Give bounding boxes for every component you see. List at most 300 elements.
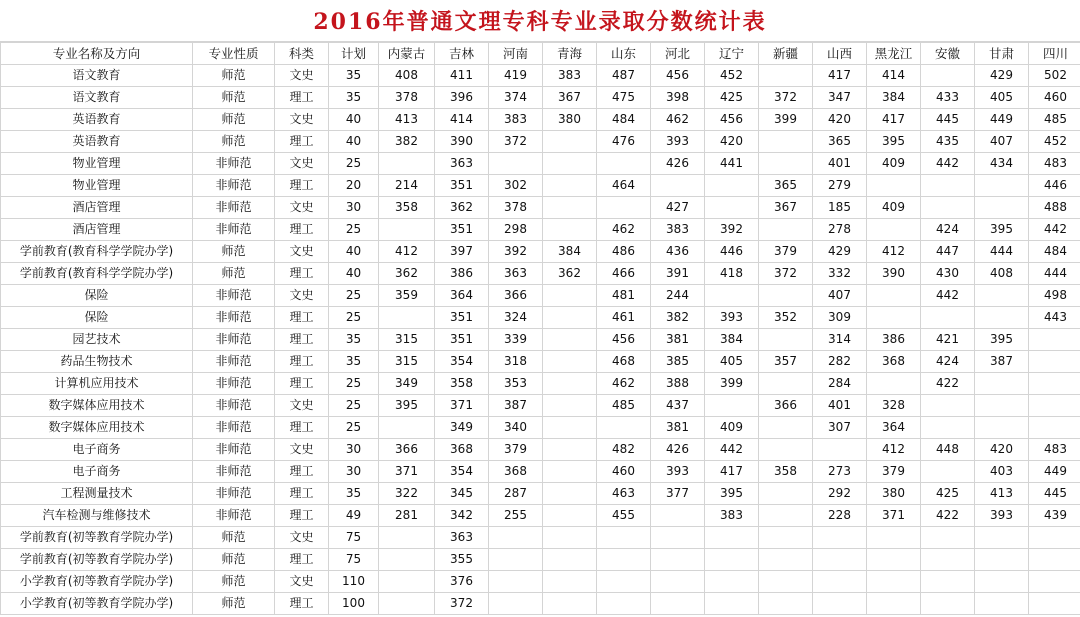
table-cell[interactable]: 413 (975, 483, 1029, 505)
table-cell[interactable] (975, 395, 1029, 417)
table-cell[interactable] (921, 527, 975, 549)
table-cell[interactable]: 418 (705, 263, 759, 285)
table-cell[interactable]: 理工 (275, 329, 329, 351)
table-cell[interactable]: 414 (435, 109, 489, 131)
table-cell[interactable] (1029, 571, 1080, 593)
table-cell[interactable]: 398 (651, 87, 705, 109)
table-cell[interactable]: 383 (705, 505, 759, 527)
column-header[interactable]: 专业名称及方向 (1, 43, 193, 65)
table-cell[interactable] (921, 461, 975, 483)
table-cell[interactable]: 文史 (275, 571, 329, 593)
table-cell[interactable] (379, 219, 435, 241)
table-cell[interactable]: 35 (329, 65, 379, 87)
table-cell[interactable]: 362 (379, 263, 435, 285)
table-cell[interactable]: 405 (975, 87, 1029, 109)
table-cell[interactable]: 426 (651, 439, 705, 461)
table-cell[interactable] (543, 593, 597, 615)
major-name-cell[interactable]: 园艺技术 (1, 329, 193, 351)
table-cell[interactable]: 307 (813, 417, 867, 439)
table-cell[interactable]: 445 (921, 109, 975, 131)
column-header[interactable]: 专业性质 (193, 43, 275, 65)
table-cell[interactable]: 非师范 (193, 373, 275, 395)
major-name-cell[interactable]: 学前教育(教育科学学院办学) (1, 263, 193, 285)
table-cell[interactable]: 理工 (275, 593, 329, 615)
table-cell[interactable] (867, 571, 921, 593)
table-cell[interactable]: 414 (867, 65, 921, 87)
table-cell[interactable] (543, 395, 597, 417)
table-cell[interactable]: 师范 (193, 65, 275, 87)
table-cell[interactable]: 439 (1029, 505, 1080, 527)
table-cell[interactable]: 381 (651, 417, 705, 439)
table-cell[interactable]: 287 (489, 483, 543, 505)
table-cell[interactable]: 师范 (193, 109, 275, 131)
table-cell[interactable]: 非师范 (193, 175, 275, 197)
table-cell[interactable]: 417 (705, 461, 759, 483)
table-cell[interactable]: 20 (329, 175, 379, 197)
table-cell[interactable]: 419 (489, 65, 543, 87)
table-cell[interactable]: 279 (813, 175, 867, 197)
table-cell[interactable] (651, 527, 705, 549)
table-cell[interactable]: 426 (651, 153, 705, 175)
table-cell[interactable] (597, 527, 651, 549)
table-cell[interactable]: 386 (435, 263, 489, 285)
table-cell[interactable]: 文史 (275, 395, 329, 417)
table-cell[interactable] (921, 197, 975, 219)
table-cell[interactable]: 理工 (275, 417, 329, 439)
table-cell[interactable]: 师范 (193, 549, 275, 571)
table-cell[interactable]: 392 (705, 219, 759, 241)
column-header[interactable]: 河北 (651, 43, 705, 65)
table-cell[interactable]: 379 (759, 241, 813, 263)
table-cell[interactable]: 487 (597, 65, 651, 87)
column-header[interactable]: 内蒙古 (379, 43, 435, 65)
table-cell[interactable]: 434 (975, 153, 1029, 175)
table-cell[interactable]: 425 (705, 87, 759, 109)
table-cell[interactable] (543, 527, 597, 549)
table-cell[interactable]: 417 (813, 65, 867, 87)
table-cell[interactable]: 314 (813, 329, 867, 351)
table-cell[interactable]: 364 (867, 417, 921, 439)
table-cell[interactable] (921, 549, 975, 571)
table-cell[interactable]: 362 (543, 263, 597, 285)
table-cell[interactable]: 363 (489, 263, 543, 285)
table-cell[interactable] (705, 571, 759, 593)
table-cell[interactable]: 281 (379, 505, 435, 527)
table-cell[interactable]: 理工 (275, 461, 329, 483)
table-cell[interactable]: 422 (921, 373, 975, 395)
table-cell[interactable] (543, 175, 597, 197)
table-cell[interactable]: 372 (759, 263, 813, 285)
table-cell[interactable]: 354 (435, 461, 489, 483)
table-cell[interactable] (489, 527, 543, 549)
table-cell[interactable]: 理工 (275, 307, 329, 329)
table-cell[interactable]: 师范 (193, 87, 275, 109)
table-cell[interactable]: 292 (813, 483, 867, 505)
table-cell[interactable] (705, 549, 759, 571)
table-cell[interactable]: 462 (651, 109, 705, 131)
table-cell[interactable]: 374 (489, 87, 543, 109)
table-cell[interactable]: 367 (759, 197, 813, 219)
table-cell[interactable]: 362 (435, 197, 489, 219)
table-cell[interactable]: 444 (975, 241, 1029, 263)
table-cell[interactable]: 理工 (275, 131, 329, 153)
table-cell[interactable] (867, 549, 921, 571)
table-cell[interactable]: 351 (435, 175, 489, 197)
table-cell[interactable] (813, 593, 867, 615)
table-cell[interactable]: 384 (867, 87, 921, 109)
table-cell[interactable]: 347 (813, 87, 867, 109)
table-cell[interactable]: 师范 (193, 241, 275, 263)
table-cell[interactable]: 355 (435, 549, 489, 571)
table-cell[interactable]: 468 (597, 351, 651, 373)
table-cell[interactable] (975, 571, 1029, 593)
table-cell[interactable] (759, 417, 813, 439)
table-cell[interactable]: 30 (329, 439, 379, 461)
table-cell[interactable]: 445 (1029, 483, 1080, 505)
table-cell[interactable]: 395 (975, 219, 1029, 241)
table-cell[interactable] (651, 571, 705, 593)
table-cell[interactable]: 25 (329, 395, 379, 417)
major-name-cell[interactable]: 学前教育(初等教育学院办学) (1, 527, 193, 549)
table-cell[interactable] (975, 197, 1029, 219)
major-name-cell[interactable]: 计算机应用技术 (1, 373, 193, 395)
table-cell[interactable]: 35 (329, 87, 379, 109)
table-cell[interactable] (867, 219, 921, 241)
table-cell[interactable] (975, 593, 1029, 615)
table-cell[interactable]: 302 (489, 175, 543, 197)
table-cell[interactable]: 师范 (193, 527, 275, 549)
table-cell[interactable] (543, 417, 597, 439)
table-cell[interactable]: 244 (651, 285, 705, 307)
table-cell[interactable]: 文史 (275, 65, 329, 87)
table-cell[interactable]: 理工 (275, 175, 329, 197)
table-cell[interactable] (921, 593, 975, 615)
major-name-cell[interactable]: 物业管理 (1, 175, 193, 197)
table-cell[interactable]: 449 (1029, 461, 1080, 483)
table-cell[interactable]: 35 (329, 351, 379, 373)
table-cell[interactable]: 392 (489, 241, 543, 263)
table-cell[interactable]: 278 (813, 219, 867, 241)
table-cell[interactable]: 35 (329, 329, 379, 351)
column-header[interactable]: 科类 (275, 43, 329, 65)
table-cell[interactable]: 427 (651, 197, 705, 219)
table-cell[interactable]: 非师范 (193, 461, 275, 483)
table-cell[interactable] (379, 153, 435, 175)
table-cell[interactable]: 25 (329, 307, 379, 329)
table-cell[interactable] (543, 439, 597, 461)
table-cell[interactable] (759, 219, 813, 241)
major-name-cell[interactable]: 学前教育(初等教育学院办学) (1, 549, 193, 571)
table-cell[interactable]: 非师范 (193, 285, 275, 307)
table-cell[interactable] (921, 307, 975, 329)
table-cell[interactable]: 397 (435, 241, 489, 263)
table-cell[interactable]: 理工 (275, 351, 329, 373)
table-cell[interactable]: 388 (651, 373, 705, 395)
major-name-cell[interactable]: 小学教育(初等教育学院办学) (1, 593, 193, 615)
table-cell[interactable]: 351 (435, 219, 489, 241)
table-cell[interactable]: 师范 (193, 571, 275, 593)
table-cell[interactable] (543, 373, 597, 395)
table-cell[interactable] (813, 439, 867, 461)
table-cell[interactable]: 366 (759, 395, 813, 417)
table-cell[interactable] (379, 527, 435, 549)
table-cell[interactable]: 460 (1029, 87, 1080, 109)
table-cell[interactable]: 282 (813, 351, 867, 373)
table-cell[interactable]: 484 (597, 109, 651, 131)
table-cell[interactable]: 非师范 (193, 439, 275, 461)
table-cell[interactable]: 395 (975, 329, 1029, 351)
table-cell[interactable] (379, 417, 435, 439)
table-cell[interactable]: 非师范 (193, 307, 275, 329)
major-name-cell[interactable]: 电子商务 (1, 461, 193, 483)
table-cell[interactable]: 424 (921, 351, 975, 373)
table-cell[interactable]: 452 (705, 65, 759, 87)
table-cell[interactable] (1029, 593, 1080, 615)
table-cell[interactable]: 420 (813, 109, 867, 131)
table-cell[interactable]: 273 (813, 461, 867, 483)
column-header[interactable]: 甘肃 (975, 43, 1029, 65)
table-cell[interactable]: 462 (597, 219, 651, 241)
table-cell[interactable]: 488 (1029, 197, 1080, 219)
table-cell[interactable]: 368 (435, 439, 489, 461)
table-cell[interactable]: 385 (651, 351, 705, 373)
table-cell[interactable] (975, 285, 1029, 307)
table-cell[interactable] (543, 219, 597, 241)
table-cell[interactable]: 25 (329, 153, 379, 175)
table-cell[interactable]: 师范 (193, 593, 275, 615)
table-cell[interactable] (975, 417, 1029, 439)
table-cell[interactable]: 393 (975, 505, 1029, 527)
table-cell[interactable] (759, 549, 813, 571)
major-name-cell[interactable]: 电子商务 (1, 439, 193, 461)
table-cell[interactable]: 395 (867, 131, 921, 153)
table-cell[interactable] (651, 593, 705, 615)
table-cell[interactable]: 228 (813, 505, 867, 527)
table-cell[interactable]: 339 (489, 329, 543, 351)
table-cell[interactable]: 393 (651, 131, 705, 153)
table-cell[interactable]: 383 (651, 219, 705, 241)
table-cell[interactable]: 456 (597, 329, 651, 351)
table-cell[interactable]: 420 (705, 131, 759, 153)
table-cell[interactable]: 384 (705, 329, 759, 351)
table-cell[interactable]: 476 (597, 131, 651, 153)
table-cell[interactable] (489, 593, 543, 615)
table-cell[interactable] (921, 395, 975, 417)
table-cell[interactable]: 365 (759, 175, 813, 197)
table-cell[interactable]: 309 (813, 307, 867, 329)
table-cell[interactable]: 485 (1029, 109, 1080, 131)
table-cell[interactable] (759, 593, 813, 615)
table-cell[interactable]: 359 (379, 285, 435, 307)
table-cell[interactable]: 442 (1029, 219, 1080, 241)
table-cell[interactable] (379, 307, 435, 329)
table-cell[interactable] (1029, 549, 1080, 571)
table-cell[interactable]: 315 (379, 329, 435, 351)
table-cell[interactable]: 377 (651, 483, 705, 505)
table-cell[interactable]: 文史 (275, 439, 329, 461)
table-cell[interactable]: 35 (329, 483, 379, 505)
table-cell[interactable]: 412 (867, 439, 921, 461)
table-cell[interactable]: 328 (867, 395, 921, 417)
table-cell[interactable]: 462 (597, 373, 651, 395)
table-cell[interactable] (921, 175, 975, 197)
table-cell[interactable]: 441 (705, 153, 759, 175)
table-cell[interactable]: 100 (329, 593, 379, 615)
table-cell[interactable] (705, 175, 759, 197)
table-cell[interactable] (597, 593, 651, 615)
major-name-cell[interactable]: 保险 (1, 285, 193, 307)
table-cell[interactable]: 文史 (275, 109, 329, 131)
table-cell[interactable]: 298 (489, 219, 543, 241)
major-name-cell[interactable]: 语文教育 (1, 65, 193, 87)
table-cell[interactable]: 非师范 (193, 351, 275, 373)
table-cell[interactable]: 368 (489, 461, 543, 483)
table-cell[interactable] (867, 285, 921, 307)
column-header[interactable]: 黑龙江 (867, 43, 921, 65)
table-cell[interactable]: 理工 (275, 483, 329, 505)
table-cell[interactable]: 408 (975, 263, 1029, 285)
table-cell[interactable]: 380 (543, 109, 597, 131)
table-cell[interactable]: 非师范 (193, 395, 275, 417)
table-cell[interactable]: 411 (435, 65, 489, 87)
table-cell[interactable]: 40 (329, 263, 379, 285)
table-cell[interactable]: 322 (379, 483, 435, 505)
table-cell[interactable] (867, 175, 921, 197)
table-cell[interactable] (543, 461, 597, 483)
table-cell[interactable]: 399 (705, 373, 759, 395)
table-cell[interactable]: 393 (651, 461, 705, 483)
table-cell[interactable]: 40 (329, 109, 379, 131)
table-cell[interactable]: 449 (975, 109, 1029, 131)
table-cell[interactable]: 483 (1029, 439, 1080, 461)
major-name-cell[interactable]: 英语教育 (1, 131, 193, 153)
table-cell[interactable]: 379 (489, 439, 543, 461)
table-cell[interactable]: 422 (921, 505, 975, 527)
table-cell[interactable] (867, 527, 921, 549)
table-cell[interactable]: 25 (329, 219, 379, 241)
table-cell[interactable]: 40 (329, 131, 379, 153)
table-cell[interactable]: 364 (435, 285, 489, 307)
table-cell[interactable]: 非师范 (193, 219, 275, 241)
table-cell[interactable]: 420 (975, 439, 1029, 461)
table-cell[interactable]: 357 (759, 351, 813, 373)
table-cell[interactable]: 396 (435, 87, 489, 109)
table-cell[interactable]: 367 (543, 87, 597, 109)
major-name-cell[interactable]: 物业管理 (1, 153, 193, 175)
table-cell[interactable]: 366 (489, 285, 543, 307)
table-cell[interactable]: 444 (1029, 263, 1080, 285)
table-cell[interactable]: 463 (597, 483, 651, 505)
table-cell[interactable]: 466 (597, 263, 651, 285)
table-cell[interactable]: 407 (813, 285, 867, 307)
table-cell[interactable]: 342 (435, 505, 489, 527)
table-cell[interactable]: 358 (759, 461, 813, 483)
table-cell[interactable]: 380 (867, 483, 921, 505)
table-cell[interactable] (1029, 329, 1080, 351)
table-cell[interactable]: 师范 (193, 263, 275, 285)
table-cell[interactable]: 255 (489, 505, 543, 527)
table-cell[interactable]: 358 (435, 373, 489, 395)
table-cell[interactable]: 理工 (275, 505, 329, 527)
table-cell[interactable] (543, 285, 597, 307)
table-cell[interactable]: 395 (379, 395, 435, 417)
table-cell[interactable] (705, 197, 759, 219)
table-cell[interactable]: 363 (435, 527, 489, 549)
table-cell[interactable] (543, 307, 597, 329)
table-cell[interactable] (975, 373, 1029, 395)
major-name-cell[interactable]: 药品生物技术 (1, 351, 193, 373)
table-cell[interactable]: 351 (435, 329, 489, 351)
table-cell[interactable] (651, 505, 705, 527)
table-cell[interactable] (543, 483, 597, 505)
table-cell[interactable] (705, 593, 759, 615)
table-cell[interactable]: 409 (867, 153, 921, 175)
column-header[interactable]: 吉林 (435, 43, 489, 65)
table-cell[interactable]: 412 (379, 241, 435, 263)
table-cell[interactable] (867, 593, 921, 615)
table-cell[interactable]: 368 (867, 351, 921, 373)
table-cell[interactable]: 443 (1029, 307, 1080, 329)
table-cell[interactable]: 399 (759, 109, 813, 131)
table-cell[interactable] (489, 153, 543, 175)
table-cell[interactable]: 433 (921, 87, 975, 109)
table-cell[interactable]: 498 (1029, 285, 1080, 307)
major-name-cell[interactable]: 学前教育(教育科学学院办学) (1, 241, 193, 263)
table-cell[interactable] (759, 483, 813, 505)
table-cell[interactable] (921, 417, 975, 439)
table-cell[interactable] (597, 197, 651, 219)
table-cell[interactable]: 非师范 (193, 505, 275, 527)
table-cell[interactable]: 391 (651, 263, 705, 285)
table-cell[interactable]: 401 (813, 153, 867, 175)
table-cell[interactable]: 349 (435, 417, 489, 439)
table-cell[interactable] (975, 307, 1029, 329)
column-header[interactable]: 新疆 (759, 43, 813, 65)
table-cell[interactable]: 非师范 (193, 483, 275, 505)
table-cell[interactable] (379, 593, 435, 615)
major-name-cell[interactable]: 小学教育(初等教育学院办学) (1, 571, 193, 593)
table-cell[interactable]: 185 (813, 197, 867, 219)
table-cell[interactable] (1029, 527, 1080, 549)
table-cell[interactable]: 理工 (275, 263, 329, 285)
table-cell[interactable]: 460 (597, 461, 651, 483)
table-cell[interactable] (705, 395, 759, 417)
table-cell[interactable]: 421 (921, 329, 975, 351)
table-cell[interactable]: 345 (435, 483, 489, 505)
table-cell[interactable]: 文史 (275, 285, 329, 307)
table-cell[interactable]: 文史 (275, 153, 329, 175)
table-cell[interactable]: 文史 (275, 197, 329, 219)
table-cell[interactable]: 395 (705, 483, 759, 505)
table-cell[interactable]: 448 (921, 439, 975, 461)
table-cell[interactable] (705, 527, 759, 549)
table-cell[interactable]: 318 (489, 351, 543, 373)
table-cell[interactable]: 340 (489, 417, 543, 439)
table-cell[interactable]: 442 (921, 285, 975, 307)
column-header[interactable]: 青海 (543, 43, 597, 65)
table-cell[interactable]: 354 (435, 351, 489, 373)
table-cell[interactable]: 371 (379, 461, 435, 483)
table-cell[interactable]: 75 (329, 527, 379, 549)
table-cell[interactable]: 理工 (275, 87, 329, 109)
major-name-cell[interactable]: 保险 (1, 307, 193, 329)
column-header[interactable]: 河南 (489, 43, 543, 65)
table-cell[interactable]: 446 (705, 241, 759, 263)
table-cell[interactable]: 435 (921, 131, 975, 153)
table-cell[interactable] (759, 505, 813, 527)
table-cell[interactable]: 371 (867, 505, 921, 527)
table-cell[interactable] (543, 571, 597, 593)
